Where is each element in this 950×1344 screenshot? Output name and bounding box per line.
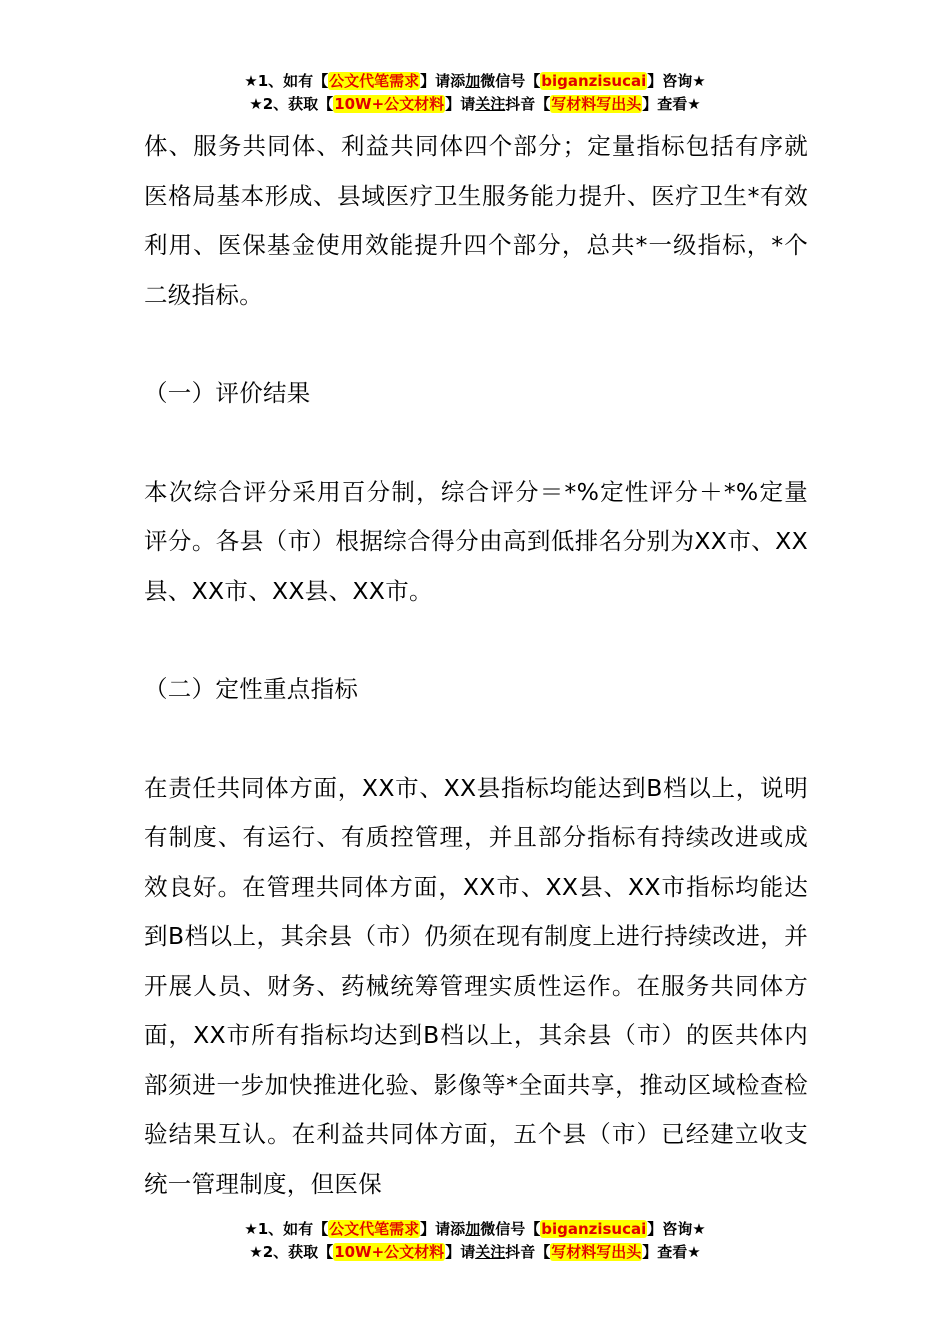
promo-text: 微信号【 <box>480 1220 541 1238</box>
promo-text: 】查看★ <box>642 95 701 113</box>
promo-text: 抖音【 <box>505 1243 551 1261</box>
promo-highlight: 10W+公文材料 <box>334 1243 445 1261</box>
promo-line-1 <box>0 1218 950 1241</box>
promo-text: ★2、获取【 <box>249 95 334 113</box>
paragraph-intro: 体、服务共同体、利益共同体四个部分；定量指标包括有序就医格局基本形成、县域医疗卫生服务能力提升、医疗卫生*有效利用、医保基金使用效能提升四个部分，总共*一级指标，*个二级指标。 <box>144 132 808 309</box>
promo-banner-bottom <box>0 1218 950 1264</box>
promo-highlight: 10W+公文材料 <box>334 95 445 113</box>
promo-banner-top <box>0 70 950 116</box>
promo-text: 】查看★ <box>642 1243 701 1261</box>
document-body <box>144 122 808 1209</box>
promo-douyin-id: 写材料写出头 <box>551 95 642 113</box>
promo-text: 】咨询★ <box>647 72 706 90</box>
promo-underlined: 关注 <box>475 1243 506 1261</box>
promo-wechat-id: biganzisucai <box>541 72 647 90</box>
section-heading-results: （一）评价结果 <box>144 379 311 407</box>
promo-underlined: 加 <box>465 72 481 90</box>
promo-line-1 <box>0 70 950 93</box>
promo-text: ★1、如有【 <box>244 1220 329 1238</box>
paragraph-results: 本次综合评分采用百分制，综合评分＝*%定性评分＋*%定量评分。各县（市）根据综合得分由高到低排名分别为XX市、XX县、XX市、XX县、XX市。 <box>144 477 808 605</box>
promo-underlined: 加 <box>465 1220 481 1238</box>
promo-highlight: 公文代笔需求 <box>329 72 420 90</box>
promo-line-2 <box>0 1241 950 1264</box>
promo-line-2 <box>0 93 950 116</box>
promo-wechat-id: biganzisucai <box>541 1220 647 1238</box>
promo-text: 】请添 <box>420 72 466 90</box>
promo-underlined: 关注 <box>475 95 506 113</box>
promo-text: ★1、如有【 <box>244 72 329 90</box>
promo-text: 微信号【 <box>480 72 541 90</box>
promo-text: 】咨询★ <box>647 1220 706 1238</box>
section-heading-qualitative: （二）定性重点指标 <box>144 675 359 703</box>
promo-text: 】请 <box>445 1243 476 1261</box>
promo-highlight: 公文代笔需求 <box>329 1220 420 1238</box>
promo-text: 抖音【 <box>505 95 551 113</box>
promo-douyin-id: 写材料写出头 <box>551 1243 642 1261</box>
paragraph-qualitative: 在责任共同体方面，XX市、XX县指标均能达到B档以上，说明有制度、有运行、有质控管理，并且部分指标有持续改进或成效良好。在管理共同体方面，XX市、XX县、XX市指标均能达到B档以上，其余县（市）仍须在现有制度上进行持续改进，并开展人员、财务、药械统筹管理实质性运作。在服务共同体方面，XX市所有指标均达到B档以上，其余县（市）的医共体内部须进一步加快推进化验、影像等*全面共享，推动区域检查检验结果互认。在利益共同体方面，五个县（市）已经建立收支统一管理制度，但医保 <box>144 773 808 1198</box>
promo-text: 】请 <box>445 95 476 113</box>
promo-text: 】请添 <box>420 1220 466 1238</box>
promo-text: ★2、获取【 <box>249 1243 334 1261</box>
